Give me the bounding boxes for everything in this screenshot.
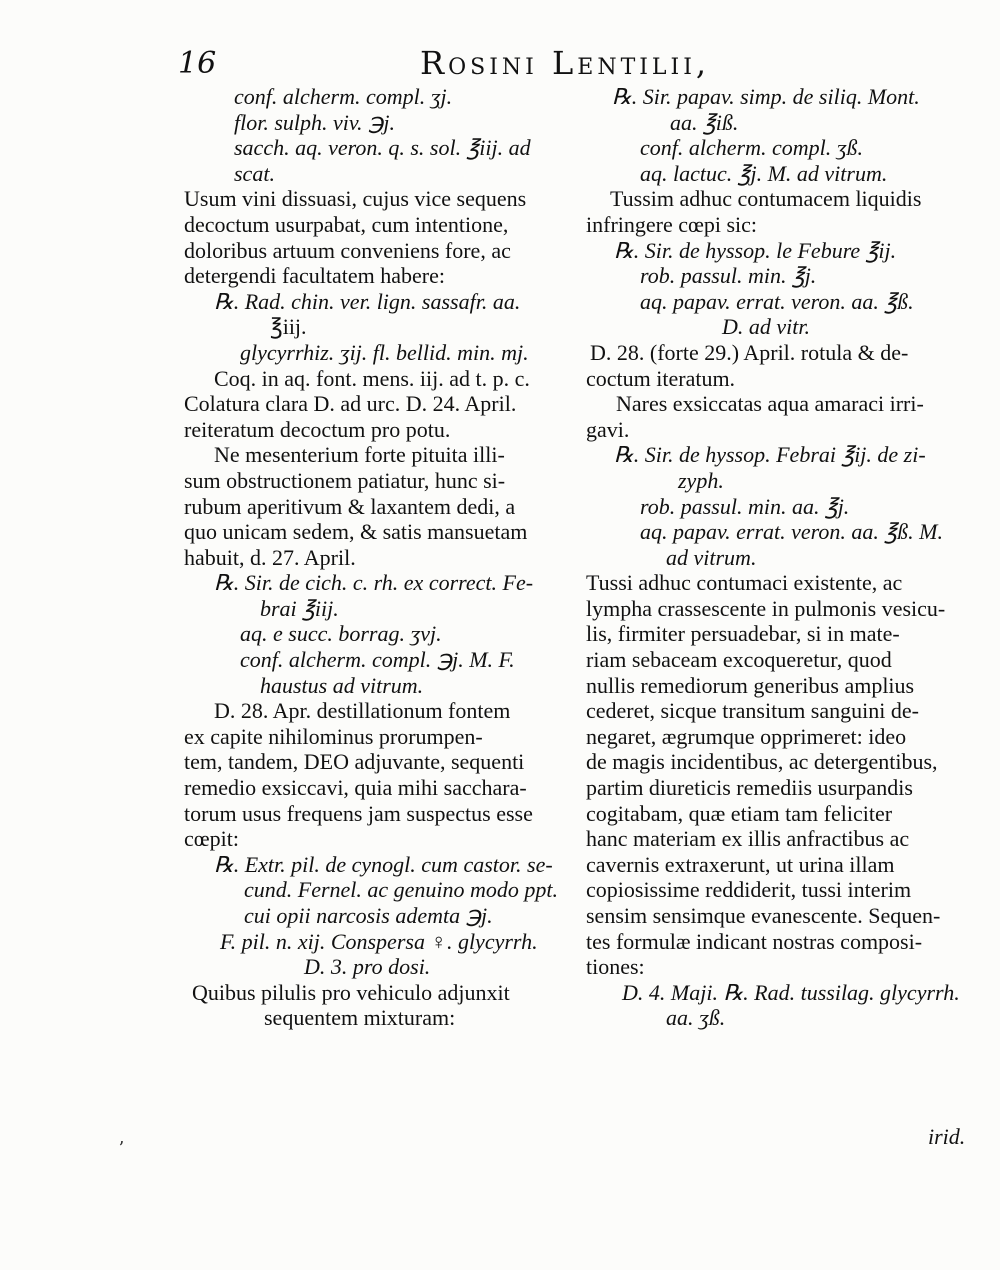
text-line: zyph. [678, 467, 724, 493]
text-line: aq. papav. errat. veron. aa. ℥ß. M. [640, 519, 943, 545]
text-line: cogitabam, quæ etiam tam feliciter [586, 800, 893, 826]
text-line: ℞. Extr. pil. de cynogl. cum castor. se- [214, 851, 553, 877]
text-line: ℞. Rad. chin. ver. lign. sassafr. aa. [214, 288, 521, 314]
text-line: lympha crassescente in pulmonis vesicu- [586, 595, 946, 621]
text-line: ad vitrum. [666, 544, 757, 570]
stray-mark: ʼ [118, 1138, 124, 1159]
text-line: cavernis extraxerunt, ut urina illam [586, 851, 895, 877]
text-line: ℞. Sir. de hyssop. Febrai ℥ij. de zi- [614, 442, 926, 468]
text-line: nullis remediorum generibus amplius [586, 672, 915, 698]
text-line: aq. e succ. borrag. ʒvj. [240, 621, 442, 647]
text-line: reiteratum decoctum pro potu. [184, 416, 451, 442]
text-line: aq. papav. errat. veron. aa. ℥ß. [640, 288, 914, 314]
text-line: Usum vini dissuasi, cujus vice sequens [184, 186, 527, 212]
text-line: infringere cœpi sic: [586, 211, 758, 237]
text-line: Colatura clara D. ad urc. D. 24. April. [184, 391, 517, 417]
text-line: Tussim adhuc contumacem liquidis [610, 186, 922, 212]
text-line: lis, firmiter persuadebar, si in mate- [586, 621, 900, 647]
text-line: conf. alcherm. compl. ℈j. M. F. [240, 647, 515, 673]
text-line: ℥iij. [270, 314, 307, 340]
text-line: partim diureticis remediis usurpandis [586, 775, 913, 801]
text-line: habuit, d. 27. April. [184, 544, 356, 570]
text-line: tem, tandem, DEO adjuvante, sequenti [184, 749, 525, 775]
catchword: irid. [928, 1124, 966, 1149]
text-line: gavi. [586, 416, 630, 442]
text-line: ℞. Sir. papav. simp. de siliq. Mont. [612, 84, 920, 109]
text-line: tiones: [586, 954, 645, 980]
text-line: cœpit: [184, 826, 239, 852]
running-head: Rosini Lentilii, [420, 44, 711, 82]
text-line: ℞. Sir. de hyssop. le Febure ℥ij. [614, 237, 897, 263]
text-line: torum usus frequens jam suspectus esse [184, 800, 533, 826]
text-line: ex capite nihilominus prorumpen- [184, 723, 483, 749]
text-line: rubum aperitivum & laxantem dedi, a [184, 493, 516, 519]
text-line: D. 3. pro dosi. [304, 954, 431, 980]
text-line: cui opii narcosis ademta ℈j. [244, 903, 493, 928]
text-line: remedio exsiccavi, quia mihi sacchara- [184, 775, 527, 801]
page-number: 16 [178, 46, 217, 81]
text-line: Coq. in aq. font. mens. iij. ad t. p. c. [214, 365, 530, 391]
text-line: aa. ʒß. [666, 1005, 726, 1031]
right-column [586, 84, 966, 1031]
text-line: hanc materiam ex illis anfractibus ac [586, 826, 910, 852]
text-line: sequentem mixturam: [264, 1005, 456, 1031]
text-line: decoctum usurpabat, cum intentione, [184, 211, 509, 237]
text-line: conf. alcherm. compl. ʒß. [640, 135, 863, 161]
text-line: de magis incidentibus, ac detergentibus, [586, 749, 938, 775]
text-line: Quibus pilulis pro vehiculo adjunxit [192, 979, 510, 1005]
text-line: detergendi facultatem habere: [184, 263, 446, 289]
text-line: copiosissime reddiderit, tussi interim [586, 877, 912, 903]
text-line: rob. passul. min. aa. ℥j. [640, 493, 850, 519]
text-line: cederet, sicque transitum sanguini de- [586, 698, 919, 724]
text-line: negaret, ægrumque opprimeret: ideo [586, 723, 907, 749]
text-line: cund. Fernel. ac genuino modo ppt. [244, 877, 559, 903]
text-line: sensim sensimque evanescente. Sequen- [586, 903, 941, 928]
text-line: aq. lactuc. ℥j. M. ad vitrum. [640, 160, 888, 186]
text-line: D. 28. (forte 29.) April. rotula & de- [590, 339, 909, 365]
text-line: D. 28. Apr. destillationum fontem [214, 698, 511, 724]
text-line: brai ℥iij. [260, 595, 339, 621]
text-line: Ne mesenterium forte pituita illi- [214, 442, 505, 468]
text-line: ℞. Sir. de cich. c. rh. ex correct. Fe- [214, 570, 534, 596]
text-line: F. pil. n. xij. Conspersa ♀. glycyrrh. [220, 928, 538, 954]
text-line: conf. alcherm. compl. ʒj. [234, 84, 453, 109]
text-line: haustus ad vitrum. [260, 672, 424, 698]
text-line: flor. sulph. viv. ℈j. [234, 109, 396, 135]
text-line: riam sebaceam excoqueretur, quod [586, 647, 892, 673]
text-line: D. 4. Maji. ℞. Rad. tussilag. glycyrrh. [622, 979, 960, 1005]
text-line: glycyrrhiz. ʒij. fl. bellid. min. mj. [240, 339, 529, 365]
text-line: Nares exsiccatas aqua amaraci irri- [616, 391, 924, 417]
left-column [184, 84, 572, 1031]
text-line: tes formulæ indicant nostras composi- [586, 928, 923, 954]
text-line: sacch. aq. veron. q. s. sol. ℥iij. ad [234, 135, 531, 161]
text-line: rob. passul. min. ℥j. [640, 263, 817, 289]
text-line: aa. ℥iß. [670, 109, 739, 135]
text-line: quo unicam sedem, & satis mansuetam [184, 519, 528, 545]
text-line: sum obstructionem patiatur, hunc si- [184, 467, 506, 493]
text-line: doloribus artuum conveniens fore, ac [184, 237, 511, 263]
text-line: scat. [234, 160, 275, 186]
text-line: Tussi adhuc contumaci existente, ac [586, 570, 903, 596]
text-line: coctum iteratum. [586, 365, 736, 391]
text-line: D. ad vitr. [722, 314, 810, 340]
